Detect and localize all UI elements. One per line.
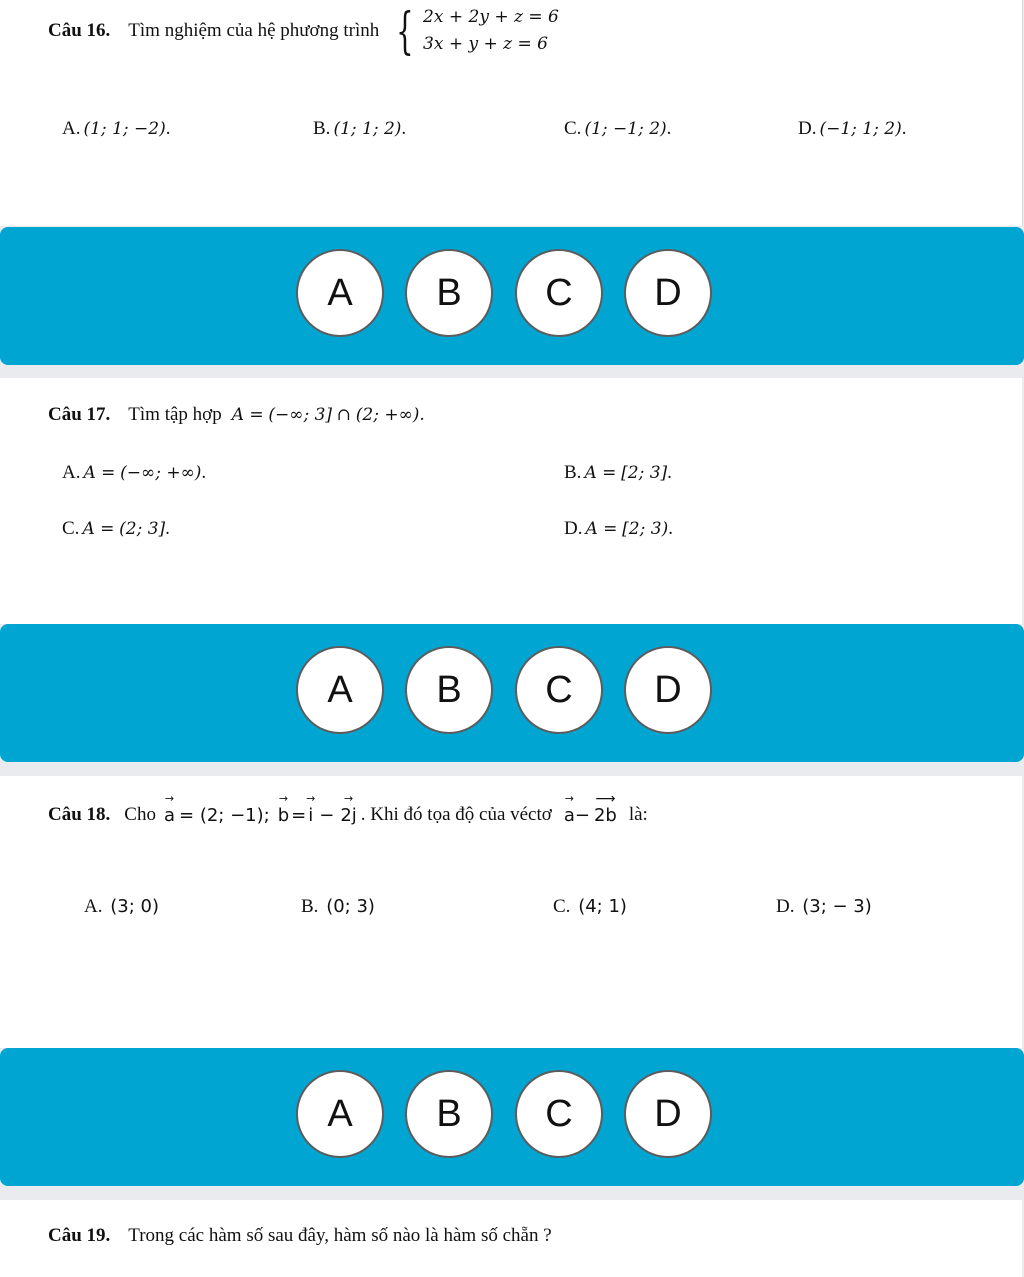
- vector-2j: → 2j: [340, 805, 356, 826]
- option-d: D. (−1; 1; 2).: [798, 118, 907, 139]
- question-label: Câu 19.: [48, 1225, 111, 1246]
- answer-button-d[interactable]: D: [624, 646, 712, 734]
- question-16-prompt: [48, 1, 559, 60]
- option-a: A. A = (−∞; +∞).: [62, 462, 207, 483]
- question-17-card: [0, 378, 1022, 624]
- option-b: B. (1; 1; 2).: [313, 118, 407, 139]
- answer-button-c[interactable]: C: [515, 249, 603, 337]
- brace-icon: {: [396, 1, 414, 60]
- question-16-card: [0, 0, 1023, 226]
- option-d: D. A = [2; 3).: [564, 518, 673, 539]
- question-label: Câu 16.: [48, 20, 111, 41]
- question-19-card: [0, 1200, 1022, 1277]
- vector-b: → b: [278, 805, 289, 826]
- answer-button-a[interactable]: A: [296, 249, 384, 337]
- option-c: C. A = (2; 3].: [62, 518, 170, 539]
- answer-panel-16: [0, 227, 1024, 365]
- option-c: C. (4; 1): [553, 896, 627, 917]
- question-label: Câu 17.: [48, 404, 111, 425]
- answer-button-d[interactable]: D: [624, 1070, 712, 1158]
- question-text: Tìm nghiệm của hệ phương trình: [128, 20, 380, 41]
- equation-2: 3x + y + z = 6: [423, 34, 548, 54]
- vector-a: → a: [164, 805, 175, 826]
- option-b: B. A = [2; 3].: [564, 462, 672, 483]
- question-text: Tìm tập hợp: [128, 404, 222, 425]
- answer-button-c[interactable]: C: [515, 1070, 603, 1158]
- equation-system: [389, 1, 559, 60]
- question-19-prompt: [48, 1225, 552, 1247]
- vector-a: → a: [564, 805, 575, 826]
- answer-button-c[interactable]: C: [515, 646, 603, 734]
- equation-1: 2x + 2y + z = 6: [423, 7, 559, 27]
- question-label: Câu 18.: [48, 804, 111, 825]
- question-18-card: [0, 776, 1022, 1048]
- option-c: C. (1; −1; 2).: [564, 118, 672, 139]
- answer-button-b[interactable]: B: [405, 1070, 493, 1158]
- question-18-prompt: Câu 18. Cho → a = (2; −1); → b = → i − → 2j . Khi đó tọa độ của véctơ → a − ⟶ 2b là:: [48, 804, 648, 826]
- question-text: Trong các hàm số sau đây, hàm số nào là hàm số chẵn ?: [128, 1225, 552, 1246]
- vector-2b: ⟶ 2b: [594, 805, 617, 826]
- answer-panel-18: [0, 1048, 1024, 1186]
- option-a: A. (1; 1; −2).: [62, 118, 171, 139]
- option-a: A. (3; 0): [84, 896, 159, 917]
- answer-button-a[interactable]: A: [296, 1070, 384, 1158]
- answer-button-b[interactable]: B: [405, 646, 493, 734]
- question-17-prompt: Câu 17. Tìm tập hợp A = (−∞; 3] ∩ (2; +∞) .: [48, 404, 425, 425]
- option-b: B. (0; 3): [301, 896, 375, 917]
- option-d: D. (3; − 3): [776, 896, 872, 917]
- answer-panel-17: [0, 624, 1024, 762]
- answer-button-d[interactable]: D: [624, 249, 712, 337]
- answer-button-b[interactable]: B: [405, 249, 493, 337]
- answer-button-a[interactable]: A: [296, 646, 384, 734]
- vector-i: → i: [308, 805, 313, 826]
